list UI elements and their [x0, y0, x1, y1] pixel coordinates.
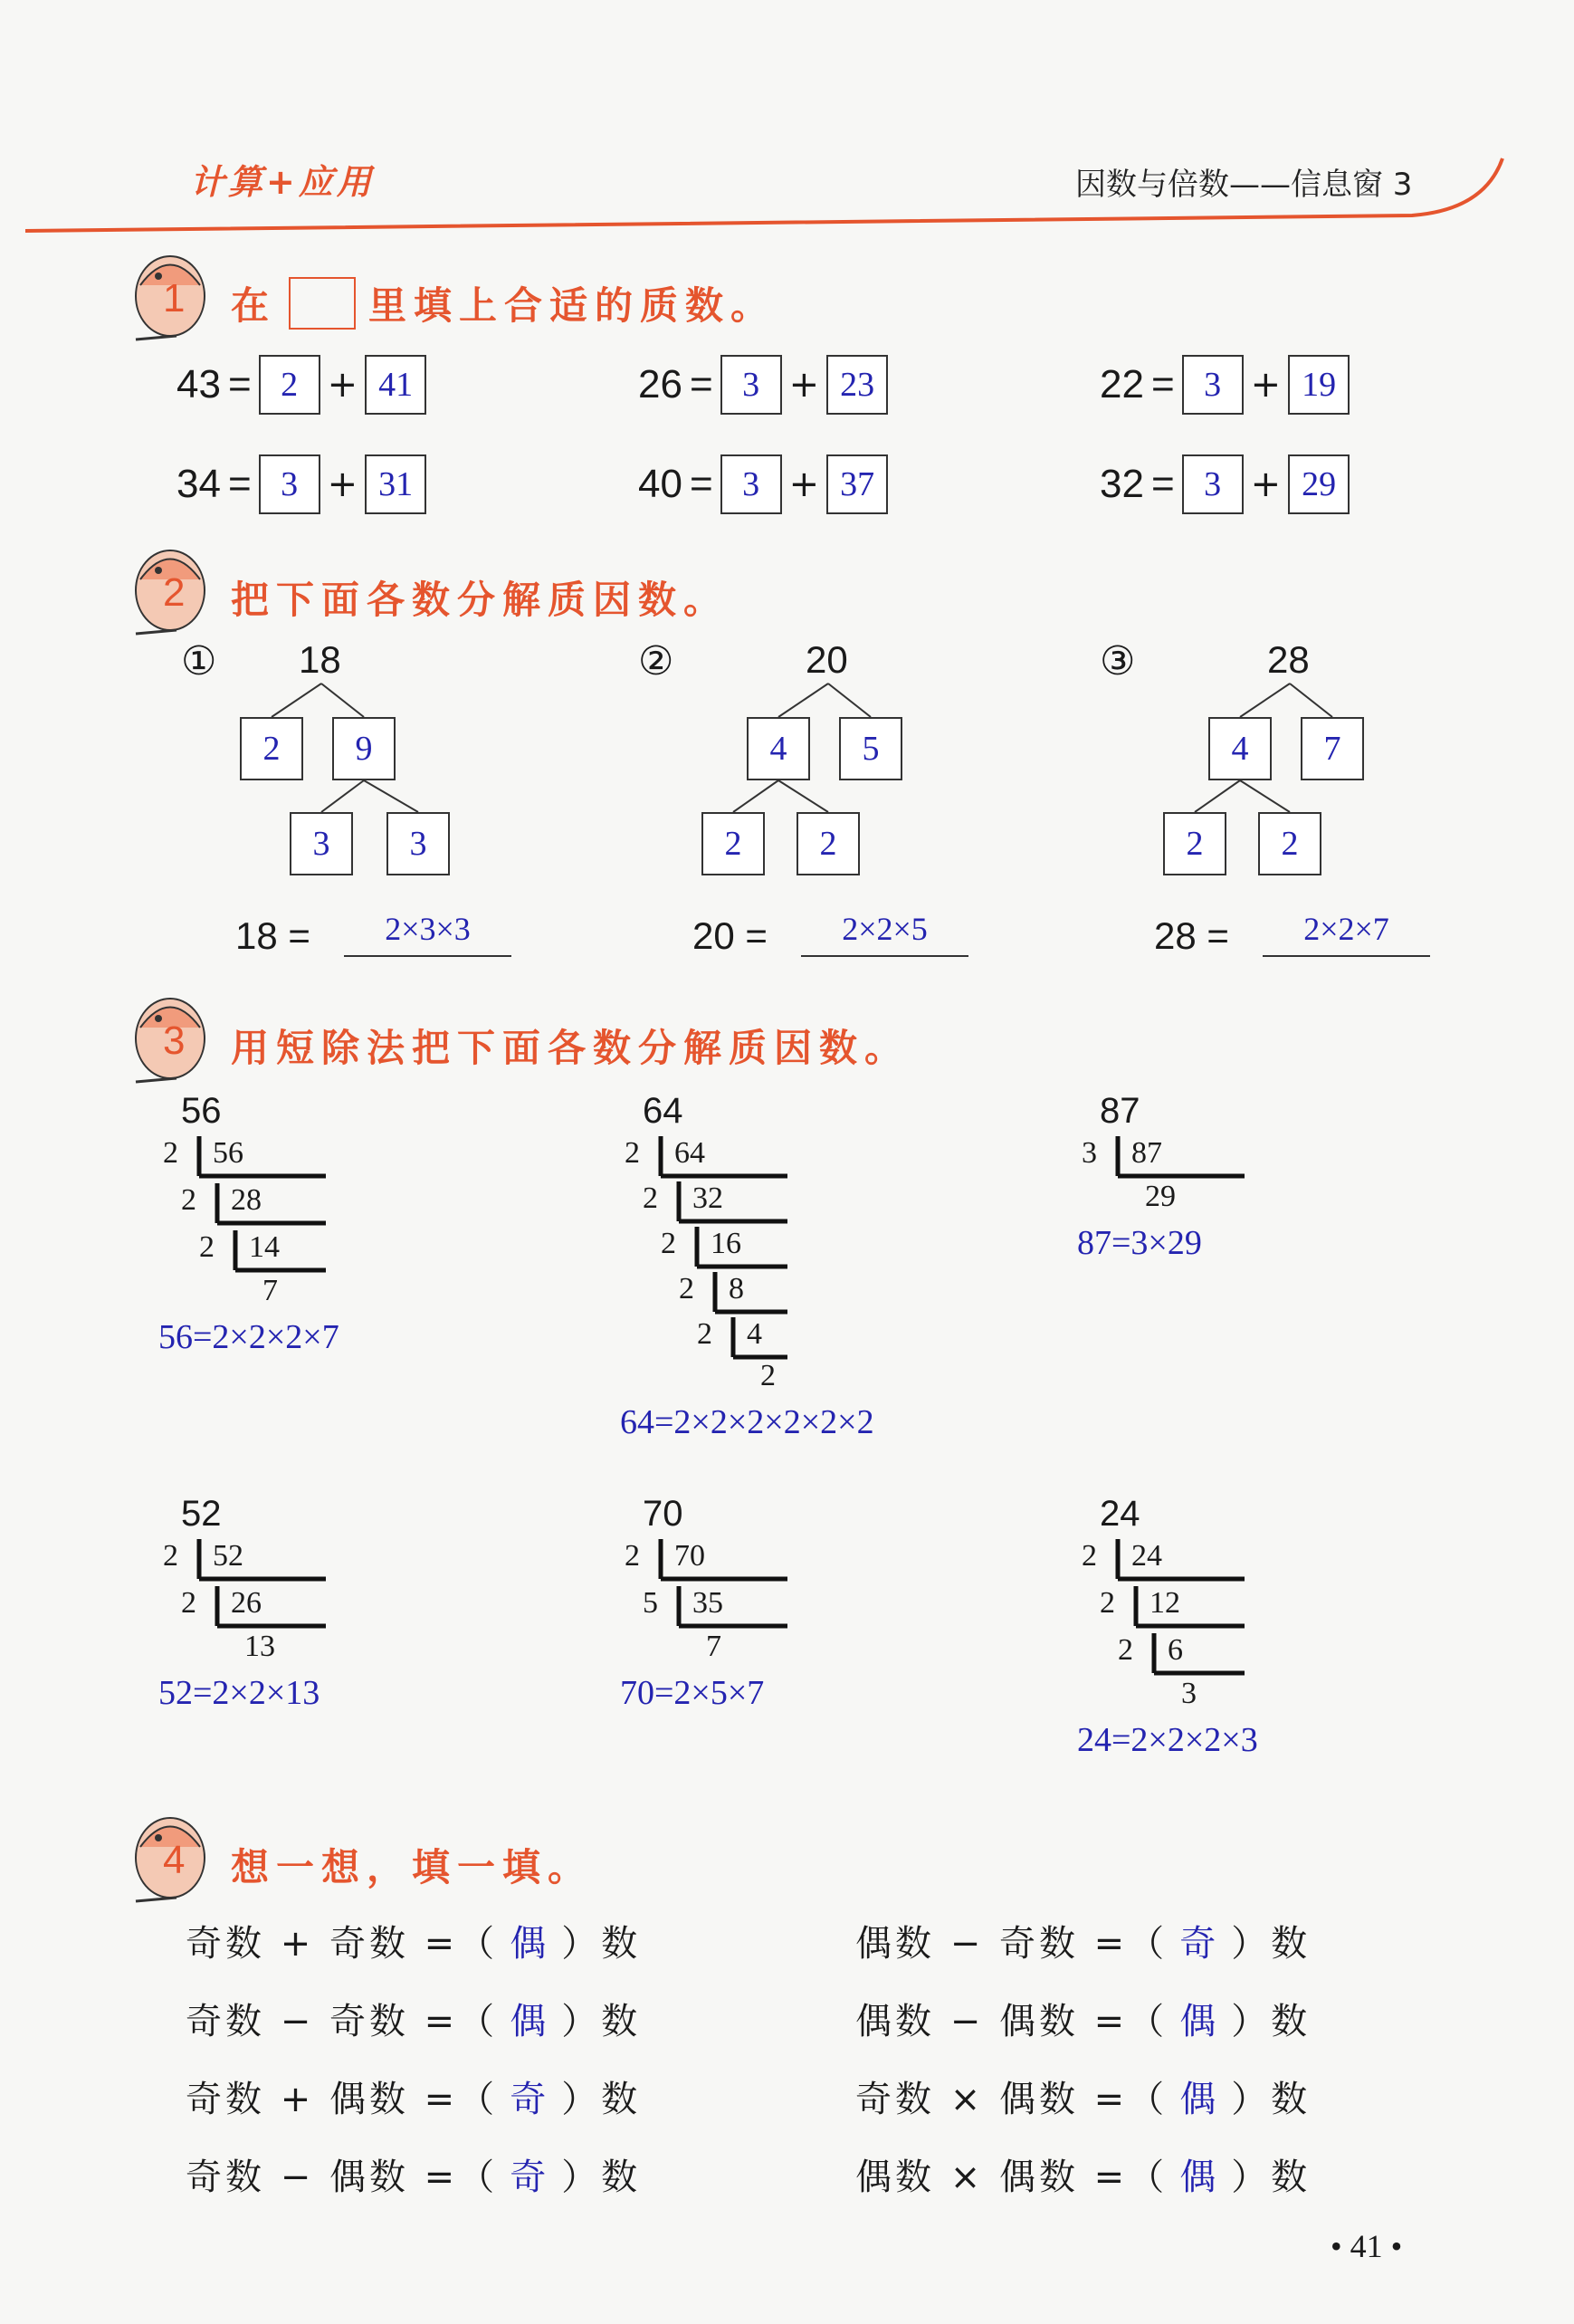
q4-title: 想一想，填一填。 — [231, 1845, 594, 1889]
equals-sign: = — [227, 462, 252, 506]
divisor: 2 — [679, 1272, 694, 1305]
factorization-label: 28 = — [1154, 914, 1229, 957]
divisor: 2 — [1082, 1539, 1097, 1573]
tree-root: 28 — [1267, 638, 1310, 681]
divisor: 2 — [163, 1539, 178, 1573]
tree-marker: ② — [638, 638, 674, 684]
divisor: 2 — [181, 1183, 196, 1217]
dividend: 14 — [249, 1230, 280, 1264]
quotient: 3 — [1181, 1677, 1197, 1710]
dividend: 16 — [711, 1227, 741, 1260]
box-symbol — [289, 277, 356, 330]
factor-box[interactable]: 3 — [290, 812, 353, 875]
equals-sign: = — [227, 362, 252, 406]
quotient: 7 — [262, 1274, 278, 1307]
dividend: 52 — [213, 1539, 243, 1573]
parity-row — [855, 1993, 1311, 2044]
factorization-label: 20 = — [692, 914, 768, 957]
prime-answer-box[interactable]: 3 — [720, 355, 782, 415]
factor-box[interactable]: 2 — [1258, 812, 1321, 875]
divisor: 2 — [661, 1227, 676, 1260]
factor-box[interactable]: 7 — [1301, 717, 1364, 780]
factor-box[interactable]: 2 — [797, 812, 860, 875]
question-number: 1 — [163, 276, 186, 320]
factor-box[interactable]: 4 — [747, 717, 810, 780]
dividend: 24 — [1131, 1539, 1162, 1573]
tree-root: 18 — [299, 638, 341, 681]
parity-answer[interactable]: 偶 — [1179, 2079, 1220, 2120]
division-number-label: 70 — [643, 1494, 683, 1534]
prime-answer-box[interactable]: 3 — [259, 454, 320, 514]
parity-answer[interactable]: 偶 — [510, 1923, 550, 1965]
parity-answer[interactable]: 偶 — [1179, 2157, 1220, 2198]
parity-answer[interactable]: 奇 — [510, 2079, 550, 2120]
division-number-label: 52 — [181, 1494, 222, 1534]
equation — [1100, 453, 1350, 516]
parity-suffix: ）数 — [1231, 2079, 1312, 2120]
factor-box[interactable]: 2 — [1163, 812, 1226, 875]
factorization-result[interactable]: 87=3×29 — [1077, 1224, 1202, 1262]
equation-number: 40 — [638, 462, 682, 506]
parity-row — [186, 2148, 641, 2200]
prime-answer-box[interactable]: 23 — [826, 355, 888, 415]
question-number: 4 — [163, 1838, 186, 1882]
parity-row — [186, 1993, 641, 2044]
plus-sign: + — [1250, 364, 1282, 406]
divisor: 2 — [181, 1586, 196, 1620]
equation — [638, 453, 888, 516]
divisor: 3 — [1082, 1136, 1097, 1170]
dividend: 4 — [747, 1317, 762, 1351]
parity-row — [186, 2071, 641, 2122]
header-chapter-title: 因数与倍数——信息窗 3 — [1075, 167, 1413, 203]
tree-root: 20 — [806, 638, 848, 681]
parity-expression: 偶数 × 偶数 =（ — [855, 2157, 1169, 2198]
equals-sign: = — [1150, 462, 1175, 506]
divisor: 2 — [643, 1181, 658, 1215]
q1-title-after: 里填上合适的质数。 — [368, 283, 777, 328]
parity-answer[interactable]: 奇 — [510, 2157, 550, 2198]
divisor: 2 — [1100, 1586, 1115, 1620]
equation — [638, 353, 888, 416]
parity-expression: 奇数 − 奇数 =（ — [186, 2001, 499, 2042]
divisor: 2 — [163, 1136, 178, 1170]
plus-sign: + — [1250, 464, 1282, 505]
question-number: 3 — [163, 1019, 186, 1063]
question-number: 2 — [163, 570, 186, 615]
parity-expression: 偶数 − 奇数 =（ — [855, 1923, 1169, 1965]
quotient: 13 — [244, 1630, 275, 1663]
q2-title: 把下面各数分解质因数。 — [231, 578, 730, 622]
parity-suffix: ）数 — [1231, 2157, 1312, 2198]
dividend: 70 — [674, 1539, 705, 1573]
tree-marker: ③ — [1100, 638, 1136, 684]
parity-suffix: ）数 — [561, 1923, 642, 1965]
equals-sign: = — [689, 462, 713, 506]
equation — [1100, 353, 1350, 416]
parity-answer[interactable]: 偶 — [1179, 2001, 1220, 2042]
header-curve — [0, 0, 1574, 272]
parity-answer[interactable]: 奇 — [1179, 1923, 1220, 1965]
plus-sign: + — [327, 464, 358, 505]
factorization-label: 18 = — [235, 914, 310, 957]
parity-expression: 奇数 − 偶数 =（ — [186, 2157, 499, 2198]
equation-number: 43 — [176, 362, 221, 406]
parity-row — [855, 1915, 1311, 1966]
parity-row — [186, 1915, 641, 1966]
divisor: 2 — [625, 1136, 640, 1170]
dividend: 12 — [1149, 1586, 1180, 1620]
equation-number: 22 — [1100, 362, 1144, 406]
division-number-label: 87 — [1100, 1091, 1140, 1131]
parity-suffix: ）数 — [561, 2157, 642, 2198]
equation-number: 26 — [638, 362, 682, 406]
factorization-result[interactable]: 24=2×2×2×3 — [1077, 1721, 1258, 1759]
header-section-label: 计算+应用 — [190, 162, 375, 202]
dividend: 64 — [674, 1136, 705, 1170]
factor-box[interactable]: 2 — [240, 717, 303, 780]
parity-row — [855, 2071, 1311, 2122]
q1-title-before: 在 — [231, 283, 277, 328]
equation — [176, 353, 426, 416]
factor-box[interactable]: 9 — [332, 717, 396, 780]
prime-answer-box[interactable]: 29 — [1288, 454, 1350, 514]
q1-title — [231, 276, 776, 330]
equation — [176, 453, 426, 516]
prime-answer-box[interactable]: 3 — [1182, 355, 1244, 415]
divisor: 2 — [199, 1230, 215, 1264]
factorization-result[interactable]: 52=2×2×13 — [158, 1674, 320, 1712]
prime-answer-box[interactable]: 31 — [365, 454, 426, 514]
quotient: 2 — [760, 1359, 776, 1392]
division-number-label: 56 — [181, 1091, 222, 1131]
parity-answer[interactable]: 偶 — [510, 2001, 550, 2042]
parity-expression: 偶数 − 偶数 =（ — [855, 2001, 1169, 2042]
plus-sign: + — [327, 364, 358, 406]
divisor: 2 — [1118, 1633, 1133, 1667]
dividend: 28 — [231, 1183, 262, 1217]
parity-expression: 奇数 × 偶数 =（ — [855, 2079, 1169, 2120]
divisor: 2 — [625, 1539, 640, 1573]
division-number-label: 64 — [643, 1091, 683, 1131]
prime-answer-box[interactable]: 41 — [365, 355, 426, 415]
equals-sign: = — [689, 362, 713, 406]
parity-suffix: ）数 — [1231, 1923, 1312, 1965]
equation-number: 34 — [176, 462, 221, 506]
equals-sign: = — [1150, 362, 1175, 406]
parity-row — [855, 2148, 1311, 2200]
dividend: 35 — [692, 1586, 723, 1620]
plus-sign: + — [788, 364, 820, 406]
factor-box[interactable]: 5 — [839, 717, 902, 780]
dividend: 32 — [692, 1181, 723, 1215]
factorization-result[interactable]: 70=2×5×7 — [620, 1674, 765, 1712]
factorization-result[interactable]: 64=2×2×2×2×2×2 — [620, 1403, 874, 1441]
q3-title: 用短除法把下面各数分解质因数。 — [231, 1026, 911, 1070]
factorization-answer[interactable]: 2×3×3 — [344, 910, 511, 957]
factorization-result[interactable]: 56=2×2×2×7 — [158, 1318, 339, 1356]
equation-number: 32 — [1100, 462, 1144, 506]
prime-answer-box[interactable]: 3 — [1182, 454, 1244, 514]
parity-suffix: ）数 — [1231, 2001, 1312, 2042]
divisor: 5 — [643, 1586, 658, 1620]
parity-suffix: ）数 — [561, 2001, 642, 2042]
plus-sign: + — [788, 464, 820, 505]
dividend: 87 — [1131, 1136, 1162, 1170]
prime-answer-box[interactable]: 2 — [259, 355, 320, 415]
tree-marker: ① — [181, 638, 217, 684]
parity-suffix: ）数 — [561, 2079, 642, 2120]
prime-answer-box[interactable]: 19 — [1288, 355, 1350, 415]
parity-expression: 奇数 + 偶数 =（ — [186, 2079, 499, 2120]
dividend: 8 — [729, 1272, 744, 1305]
dividend: 56 — [213, 1136, 243, 1170]
dividend: 26 — [231, 1586, 262, 1620]
divisor: 2 — [697, 1317, 712, 1351]
quotient: 7 — [706, 1630, 721, 1663]
prime-answer-box[interactable]: 37 — [826, 454, 888, 514]
quotient: 29 — [1145, 1180, 1176, 1213]
factor-box[interactable]: 2 — [701, 812, 765, 875]
prime-answer-box[interactable]: 3 — [720, 454, 782, 514]
page-number: • 41 • — [1331, 2228, 1403, 2264]
factorization-answer[interactable]: 2×2×5 — [801, 910, 968, 957]
division-number-label: 24 — [1100, 1494, 1140, 1534]
factor-box[interactable]: 4 — [1208, 717, 1272, 780]
factor-box[interactable]: 3 — [386, 812, 450, 875]
parity-expression: 奇数 + 奇数 =（ — [186, 1923, 499, 1965]
dividend: 6 — [1168, 1633, 1183, 1667]
factorization-answer[interactable]: 2×2×7 — [1263, 910, 1430, 957]
